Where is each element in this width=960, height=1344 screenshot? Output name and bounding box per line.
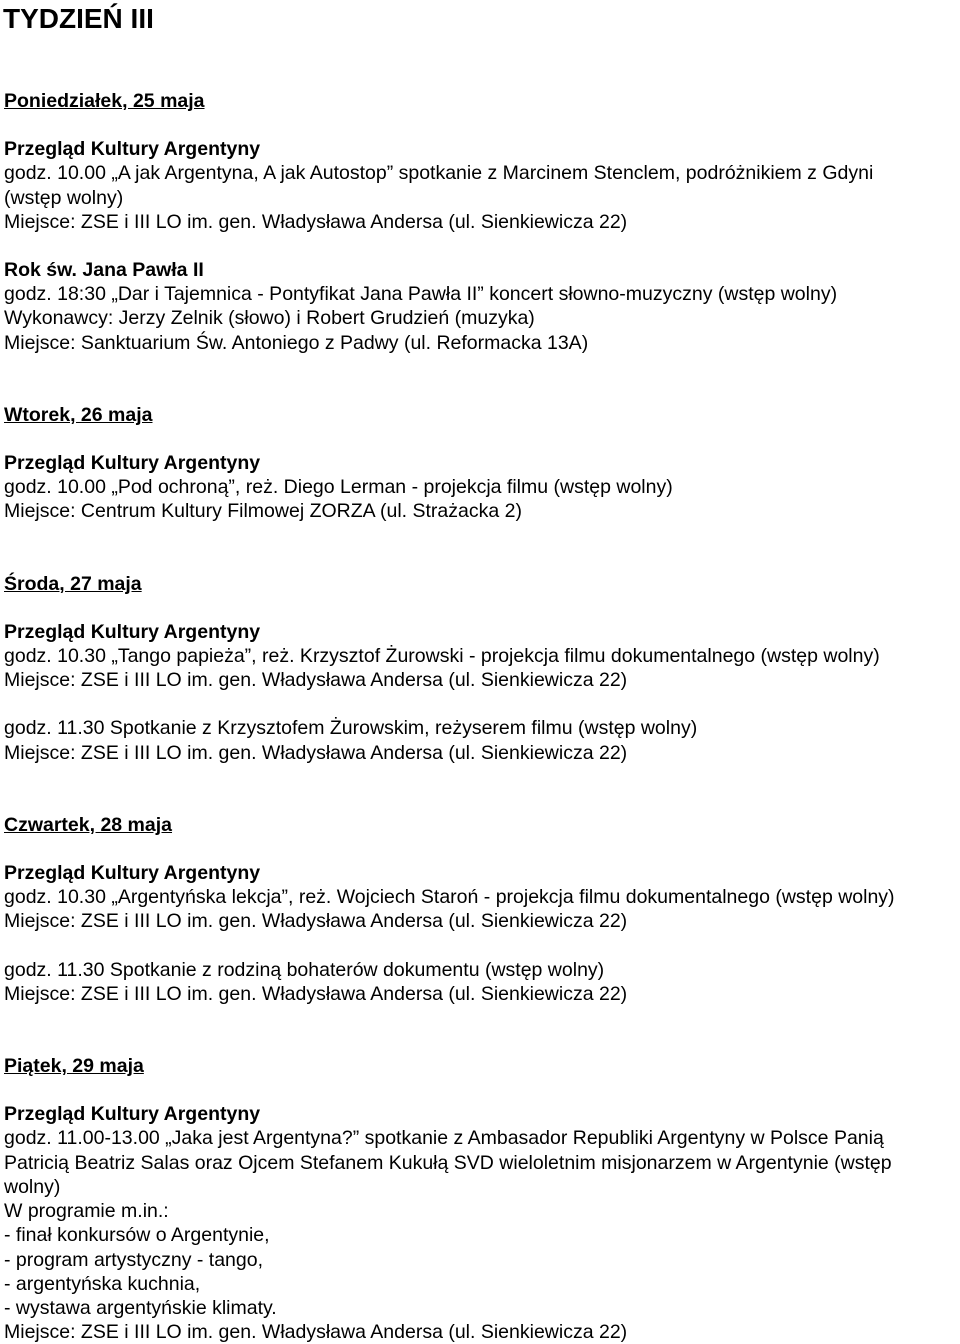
spacer	[4, 234, 958, 258]
event-description: godz. 11.00-13.00 „Jaka jest Argentyna?” spotkanie z Ambasador Republiki Argentyny w Polsce Panią	[4, 1127, 884, 1150]
program-intro: W programie m.in.:	[4, 1200, 169, 1223]
day-heading-friday: Piątek, 29 maja	[4, 1055, 144, 1078]
spacer	[4, 765, 958, 813]
event-description: Patricią Beatriz Salas oraz Ojcem Stefanem Kukułą SVD wieloletnim misjonarzem w Argentynie (wstęp	[4, 1151, 892, 1174]
day-section-thursday	[4, 813, 958, 1006]
event-series-heading: Przegląd Kultury Argentyny	[4, 452, 261, 475]
event-block	[4, 716, 958, 764]
event-block	[4, 258, 958, 355]
event-place: Miejsce: ZSE i III LO im. gen. Władysława Andersa (ul. Sienkiewicza 22)	[4, 910, 628, 933]
spacer	[4, 427, 958, 451]
spacer	[4, 596, 958, 620]
event-place: Miejsce: ZSE i III LO im. gen. Władysława Andersa (ul. Sienkiewicza 22)	[4, 669, 628, 692]
spacer	[4, 524, 958, 572]
spacer	[4, 837, 958, 861]
spacer	[4, 1078, 958, 1102]
event-description: godz. 11.30 Spotkanie z rodziną bohaterów dokumentu (wstęp wolny)	[4, 958, 605, 981]
day-section-friday	[4, 1054, 958, 1344]
event-description: godz. 10.00 „A jak Argentyna, A jak Autostop” spotkanie z Marcinem Stenclem, podróżnikiem z Gdyni	[4, 162, 874, 185]
event-place: Miejsce: Sanktuarium Św. Antoniego z Padwy (ul. Reformacka 13A)	[4, 331, 589, 354]
week-title: TYDZIEŃ III	[3, 3, 154, 34]
event-place: Miejsce: ZSE i III LO im. gen. Władysława Andersa (ul. Sienkiewicza 22)	[4, 741, 628, 764]
event-series-heading: Przegląd Kultury Argentyny	[4, 1103, 261, 1126]
event-block	[4, 620, 958, 693]
event-description: godz. 18:30 „Dar i Tajemnica - Pontyfikat Jana Pawła II” koncert słowno-muzyczny (wstęp wolny)	[4, 283, 838, 306]
event-place: Miejsce: ZSE i III LO im. gen. Władysława Andersa (ul. Sienkiewicza 22)	[4, 982, 628, 1005]
document-page	[4, 0, 958, 1344]
event-description: godz. 10.30 „Argentyńska lekcja”, reż. Wojciech Staroń - projekcja filmu dokumentalnego (wstęp wolny)	[4, 886, 895, 909]
event-performers: Wykonawcy: Jerzy Zelnik (słowo) i Robert Grudzień (muzyka)	[4, 307, 535, 330]
event-description: godz. 11.30 Spotkanie z Krzysztofem Żurowskim, reżyserem filmu (wstęp wolny)	[4, 717, 698, 740]
program-item: - argentyńska kuchnia,	[4, 1272, 201, 1295]
day-heading-wednesday: Środa, 27 maja	[4, 572, 142, 595]
spacer	[4, 692, 958, 716]
event-series-heading: Rok św. Jana Pawła II	[4, 259, 204, 282]
day-section-wednesday	[4, 572, 958, 765]
event-description: wolny)	[4, 1175, 61, 1198]
event-description: godz. 10.00 „Pod ochroną”, reż. Diego Lerman - projekcja filmu (wstęp wolny)	[4, 476, 673, 499]
day-section-monday	[4, 89, 958, 355]
program-item: - wystawa argentyńskie klimaty.	[4, 1296, 277, 1319]
event-block	[4, 1102, 958, 1344]
spacer	[4, 934, 958, 958]
event-series-heading: Przegląd Kultury Argentyny	[4, 620, 261, 643]
spacer	[4, 355, 958, 403]
event-series-heading: Przegląd Kultury Argentyny	[4, 138, 261, 161]
day-heading-thursday: Czwartek, 28 maja	[4, 813, 173, 836]
program-item: - program artystyczny - tango,	[4, 1248, 264, 1271]
day-section-tuesday	[4, 403, 958, 524]
event-block	[4, 137, 958, 234]
event-place: Miejsce: ZSE i III LO im. gen. Władysława Andersa (ul. Sienkiewicza 22)	[4, 210, 628, 233]
event-description: godz. 10.30 „Tango papieża”, reż. Krzysztof Żurowski - projekcja filmu dokumentalnego (wstęp wolny)	[4, 645, 880, 668]
day-heading-tuesday: Wtorek, 26 maja	[4, 403, 153, 426]
event-block	[4, 958, 958, 1006]
event-block	[4, 451, 958, 524]
event-series-heading: Przegląd Kultury Argentyny	[4, 862, 261, 885]
event-block	[4, 861, 958, 934]
program-item: - finał konkursów o Argentynie,	[4, 1224, 270, 1247]
event-description: (wstęp wolny)	[4, 186, 124, 209]
event-place: Miejsce: Centrum Kultury Filmowej ZORZA (ul. Strażacka 2)	[4, 500, 522, 523]
spacer	[4, 1006, 958, 1054]
spacer	[4, 113, 958, 137]
event-place: Miejsce: ZSE i III LO im. gen. Władysława Andersa (ul. Sienkiewicza 22)	[4, 1321, 628, 1344]
day-heading-monday: Poniedziałek, 25 maja	[4, 90, 205, 112]
spacer	[4, 35, 958, 89]
